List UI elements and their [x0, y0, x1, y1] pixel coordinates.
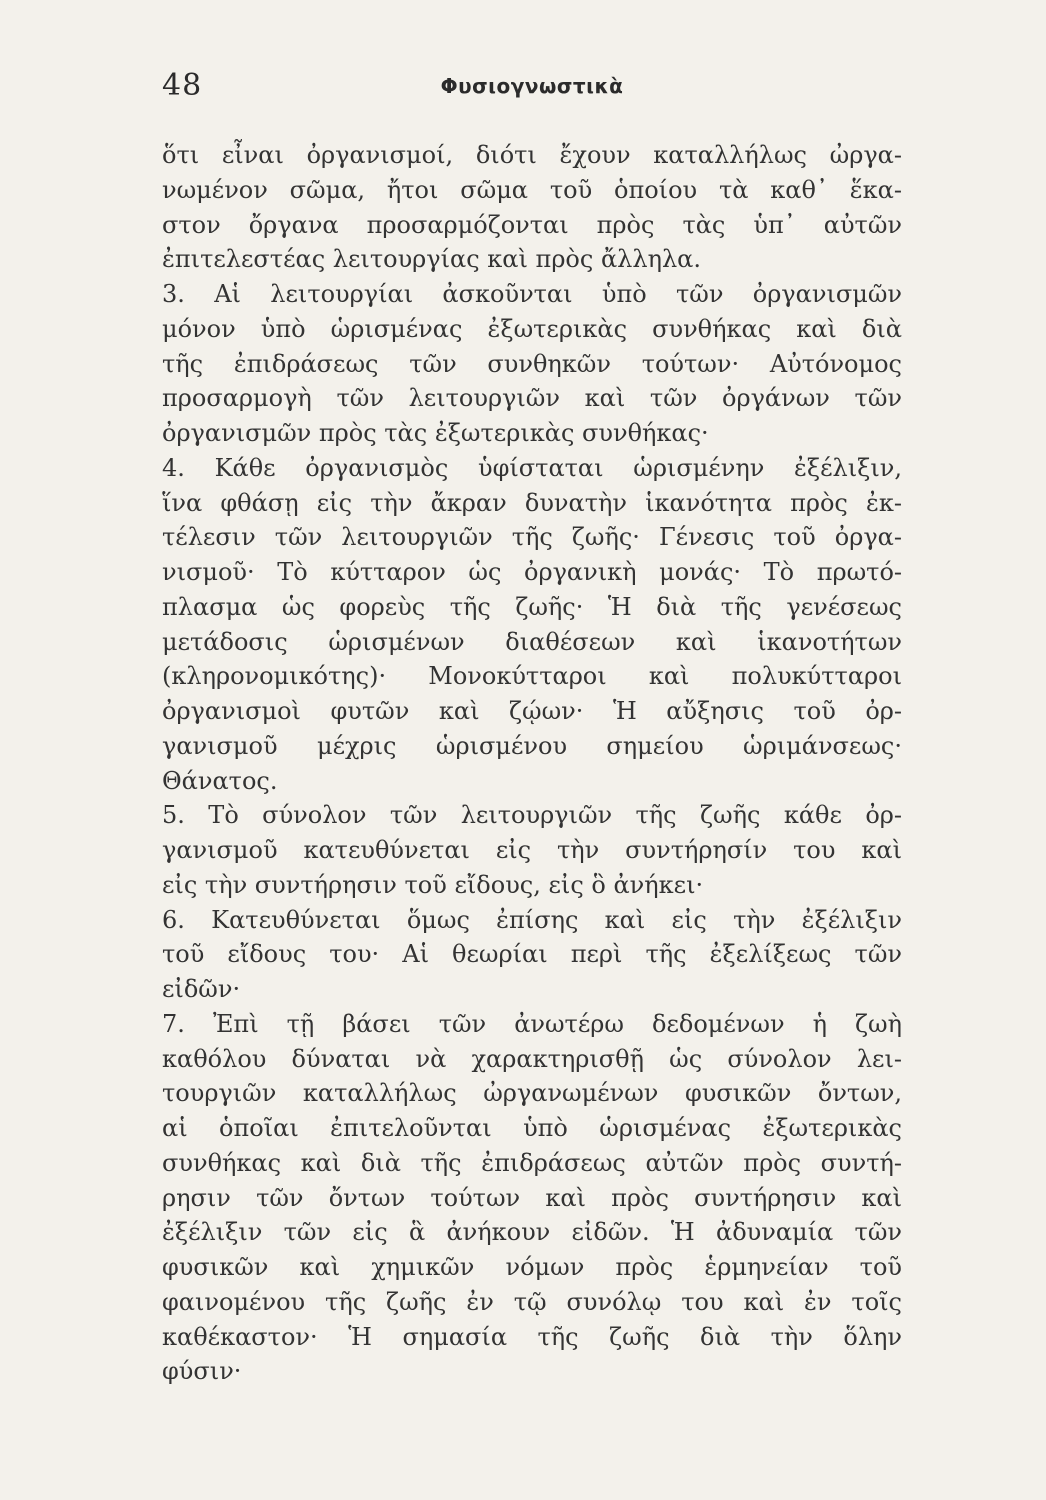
text-line: ἐξέλιξιν τῶν εἰς ἃ ἀνήκουν εἰδῶν. Ἡ ἀδυναμία τῶν — [162, 1218, 902, 1247]
text-line: ὀργανισμῶν πρὸς τὰς ἐξωτερικὰς συνθήκας· — [162, 419, 709, 447]
text-line: 6. Κατευθύνεται ὅμως ἐπίσης καὶ εἰς τὴν ἐξέλιξιν — [162, 905, 902, 934]
text-line: ὀργανισμοὶ φυτῶν καὶ ζῴων· Ἡ αὔξησις τοῦ ὀρ- — [162, 697, 902, 725]
text-line: ἵνα φθάσῃ εἰς τὴν ἄκραν δυνατὴν ἱκανότητα πρὸς ἐκ- — [162, 488, 902, 517]
text-line: ὅτι εἶναι ὀργανισμοί, διότι ἔχουν καταλλήλως ὠργα- — [162, 141, 902, 169]
text-line: τέλεσιν τῶν λειτουργιῶν τῆς ζωῆς· Γένεσις τοῦ ὀργα- — [162, 523, 902, 552]
text-line: μετάδοσις ὡρισμένων διαθέσεων καὶ ἱκανοτήτων — [162, 627, 902, 656]
text-line: γανισμοῦ κατευθύνεται εἰς τὴν συντήρησίν του καὶ — [162, 836, 902, 864]
text-line: τῆς ἐπιδράσεως τῶν συνθηκῶν τούτων· Αὐτόνομος — [162, 349, 902, 378]
text-line: προσαρμογὴ τῶν λειτουργιῶν καὶ τῶν ὀργάνων τῶν — [162, 384, 902, 413]
text-line: νωμένον σῶμα, ἤτοι σῶμα τοῦ ὁποίου τὰ καθ᾿ ἕκα- — [162, 175, 902, 204]
text-line: καθόλου δύναται νὰ χαρακτηρισθῇ ὡς σύνολον λει- — [162, 1044, 902, 1073]
text-line: φυσικῶν καὶ χημικῶν νόμων πρὸς ἑρμηνείαν τοῦ — [162, 1253, 902, 1281]
text-line: τουργιῶν καταλλήλως ὠργανωμένων φυσικῶν ὄντων, — [162, 1079, 902, 1108]
page-header — [162, 68, 902, 108]
page-number: 48 — [162, 68, 203, 103]
text-line: 4. Κάθε ὀργανισμὸς ὑφίσταται ὡρισμένην ἐξέλιξιν, — [162, 453, 902, 482]
text-line: μόνον ὑπὸ ὡρισμένας ἐξωτερικὰς συνθήκας καὶ διὰ — [162, 314, 902, 343]
text-line: τοῦ εἴδους του· Αἱ θεωρίαι περὶ τῆς ἐξελίξεως τῶν — [162, 940, 902, 969]
text-line: ἐπιτελεστέας λειτουργίας καὶ πρὸς ἄλληλα. — [162, 245, 702, 274]
text-line: αἱ ὁποῖαι ἐπιτελοῦνται ὑπὸ ὡρισμένας ἐξωτερικὰς — [162, 1114, 902, 1142]
text-line: 7. Ἐπὶ τῇ βάσει τῶν ἀνωτέρω δεδομένων ἡ ζωὴ — [162, 1009, 902, 1038]
text-line: 5. Τὸ σύνολον τῶν λειτουργιῶν τῆς ζωῆς κάθε ὀρ- — [162, 801, 902, 830]
text-line: φύσιν· — [162, 1357, 242, 1386]
text-line: συνθήκας καὶ διὰ τῆς ἐπιδράσεως αὐτῶν πρὸς συντή- — [162, 1148, 902, 1177]
body-text — [162, 138, 902, 1389]
text-line: Θάνατος. — [162, 766, 278, 795]
text-line: γανισμοῦ μέχρις ὡρισμένου σημείου ὡριμάνσεως· — [162, 731, 902, 760]
text-line: καθέκαστον· Ἡ σημασία τῆς ζωῆς διὰ τὴν ὅλην — [162, 1322, 902, 1351]
text-line: 3. Αἱ λειτουργίαι ἀσκοῦνται ὑπὸ τῶν ὀργανισμῶν — [162, 280, 902, 308]
text-line: εἰδῶν· — [162, 975, 241, 1003]
text-line: φαινομένου τῆς ζωῆς ἐν τῷ συνόλῳ του καὶ ἐν τοῖς — [162, 1287, 902, 1316]
running-title: Φυσιογνωστικὰ — [440, 74, 624, 98]
text-line: ρησιν τῶν ὄντων τούτων καὶ πρὸς συντήρησιν καὶ — [162, 1183, 902, 1212]
text-line: πλασμα ὡς φορεὺς τῆς ζωῆς· Ἡ διὰ τῆς γενέσεως — [162, 592, 902, 621]
text-line: (κληρονομικότης)· Μονοκύτταροι καὶ πολυκύτταροι — [162, 662, 902, 691]
text-line: στον ὄργανα προσαρμόζονται πρὸς τὰς ὑπ᾿ αὐτῶν — [162, 210, 902, 239]
text-line: εἰς τὴν συντήρησιν τοῦ εἴδους, εἰς ὃ ἀνήκει· — [162, 870, 704, 899]
text-line: νισμοῦ· Τὸ κύτταρον ὡς ὀργανικὴ μονάς· Τὸ πρωτό- — [162, 558, 902, 586]
